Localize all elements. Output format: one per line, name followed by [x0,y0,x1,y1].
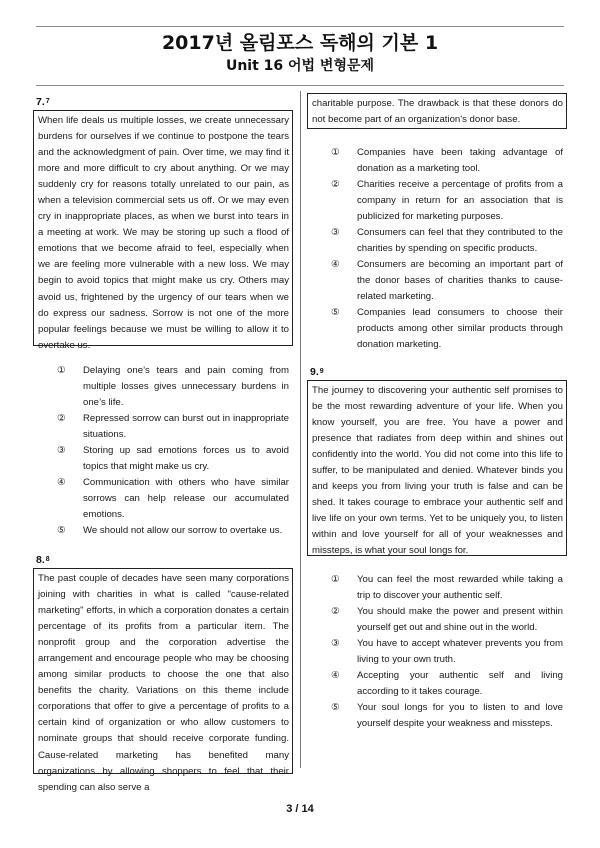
choice-text: Charities receive a percentage of profits from a company in return for an association that is publicized for marketing purposes. [357,179,563,222]
choice-number: ① [331,147,340,158]
question-7-passage: When life deals us multiple losses, we create unnecessary burdens for ourselves if we continue to postpone the tears and the acknowledgment of pain. Over time, we may find it more and more difficult to cry about anything. Or we may suddenly cry for reasons totally unrelated to our pain, as when a television commercial sets us off. Or we may even cry in inappropriate places, as when we burst into tears in a meeting at work. We may be storing up such a flood of emotions that we become afraid to feel, especially when we are feeling more vulnerable with a new loss. We may begin to avoid topics that might make us cry. Others may avoid us, frightened by the urgency of our tears when we do express our sadness. Sorrow is not one of the more popular feelings because we must be willing to allow it to overtake us. [33,110,293,346]
question-7-number: 7.$^7$ [36,96,50,108]
document-title: 2017년 올림포스 독해의 기본 1 [161,32,439,54]
choice-text: Consumers can feel that they contributed to the charities by spending on specific products. [357,227,563,254]
choice-item [331,700,563,732]
choice-number: ⑤ [331,307,340,318]
choice-item [57,523,289,539]
question-7-choices [57,363,289,539]
choice-text: We should not allow our sorrow to overtake us. [83,525,283,536]
question-8-passage-part2: charitable purpose. The drawback is that these donors do not become part of an organization's donor base. [307,93,567,129]
choice-text: Storing up sad emotions forces us to avoid topics that might make us cry. [83,445,289,472]
choice-text: Repressed sorrow can burst out in inappropriate situations. [83,413,289,440]
document-subtitle: Unit 16 어법 변형문제 [225,58,375,74]
choice-text: You can feel the most rewarded while taking a trip to discover your authentic self. [357,574,563,601]
choice-item [331,177,563,225]
choice-item [331,572,563,604]
choice-text: You have to accept whatever prevents you from living to your own truth. [357,638,563,665]
choice-text: Delaying one’s tears and pain coming from multiple losses gives unnecessary burdens in one’s life. [83,365,289,408]
choice-number: ⑤ [57,525,66,536]
choice-item [331,668,563,700]
choice-number: ② [57,413,66,424]
choice-number: ③ [57,445,66,456]
question-9-number: 9.$^9$ [310,366,324,378]
choice-number: ③ [331,227,340,238]
question-8-passage-part1: The past couple of decades have seen many corporations joining with charities in what is called "cause-related marketing" efforts, in which a corporation donates a certain percentage of its profits from a particular item. The nonprofit group and the corporation advertise the arrangement and encourage people who may be choosing among similar products to choose the one that also benefits the charity. Variations on this theme include corporations that offer to give a percentage of profits to a certain kind of organization or who allow customers to nominate groups that should receive corporate funding. Cause-related marketing has benefited many organizations by allowing shoppers to feel that their spending can also serve a [33,568,293,774]
choice-item [331,225,563,257]
choice-item [331,305,563,353]
choice-number: ② [331,179,340,190]
choice-item [331,145,563,177]
choice-number: ④ [331,670,340,681]
choice-number: ⑤ [331,702,340,713]
choice-text: Communication with others who have similar sorrows can help release our accumulated emotions. [83,477,289,520]
choice-item [57,443,289,475]
page-number: 3 / 14 [286,803,314,815]
choice-text: Companies lead consumers to choose their products among other similar products through donation marketing. [357,307,563,350]
choice-number: ② [331,606,340,617]
choice-text: You should make the power and present within yourself get out and shine out in the world. [357,606,563,633]
choice-text: Consumers are becoming an important part of the donor bases of charities thanks to cause-related marketing. [357,259,563,302]
choice-item [57,411,289,443]
choice-item [57,363,289,411]
choice-item [57,475,289,523]
choice-text: Companies have been taking advantage of donation as a marketing tool. [357,147,563,174]
choice-text: Your soul longs for you to listen to and love yourself despite your weakness and missteps. [357,702,563,729]
choice-item [331,636,563,668]
question-9-passage: The journey to discovering your authentic self promises to be the most rewarding adventure of your life. When you know yourself, you are free. You have a power and presence that radiates from deep within and shines out confidently into the world. You did not come into this life to suffer, to be manipulated and denied. Whatever binds you and keeps you from living your truth is false and can be shed. It takes courage to embrace your authentic self and live life on your own terms. Yet to be uniquely you, to listen within and love yourself for all of your weaknesses and missteps, is what your soul longs for. [307,380,567,556]
question-8-number: 8.$^8$ [36,554,50,566]
question-8-choices [331,145,563,353]
column-divider [300,91,301,768]
choice-text: Accepting your authentic self and living according to it takes courage. [357,670,563,697]
header-bottom-rule [36,85,564,86]
choice-number: ③ [331,638,340,649]
choice-number: ① [331,574,340,585]
choice-number: ① [57,365,66,376]
choice-item [331,257,563,305]
question-9-choices [331,572,563,732]
choice-item [331,604,563,636]
choice-number: ④ [57,477,66,488]
choice-number: ④ [331,259,340,270]
header-top-rule [36,26,564,27]
